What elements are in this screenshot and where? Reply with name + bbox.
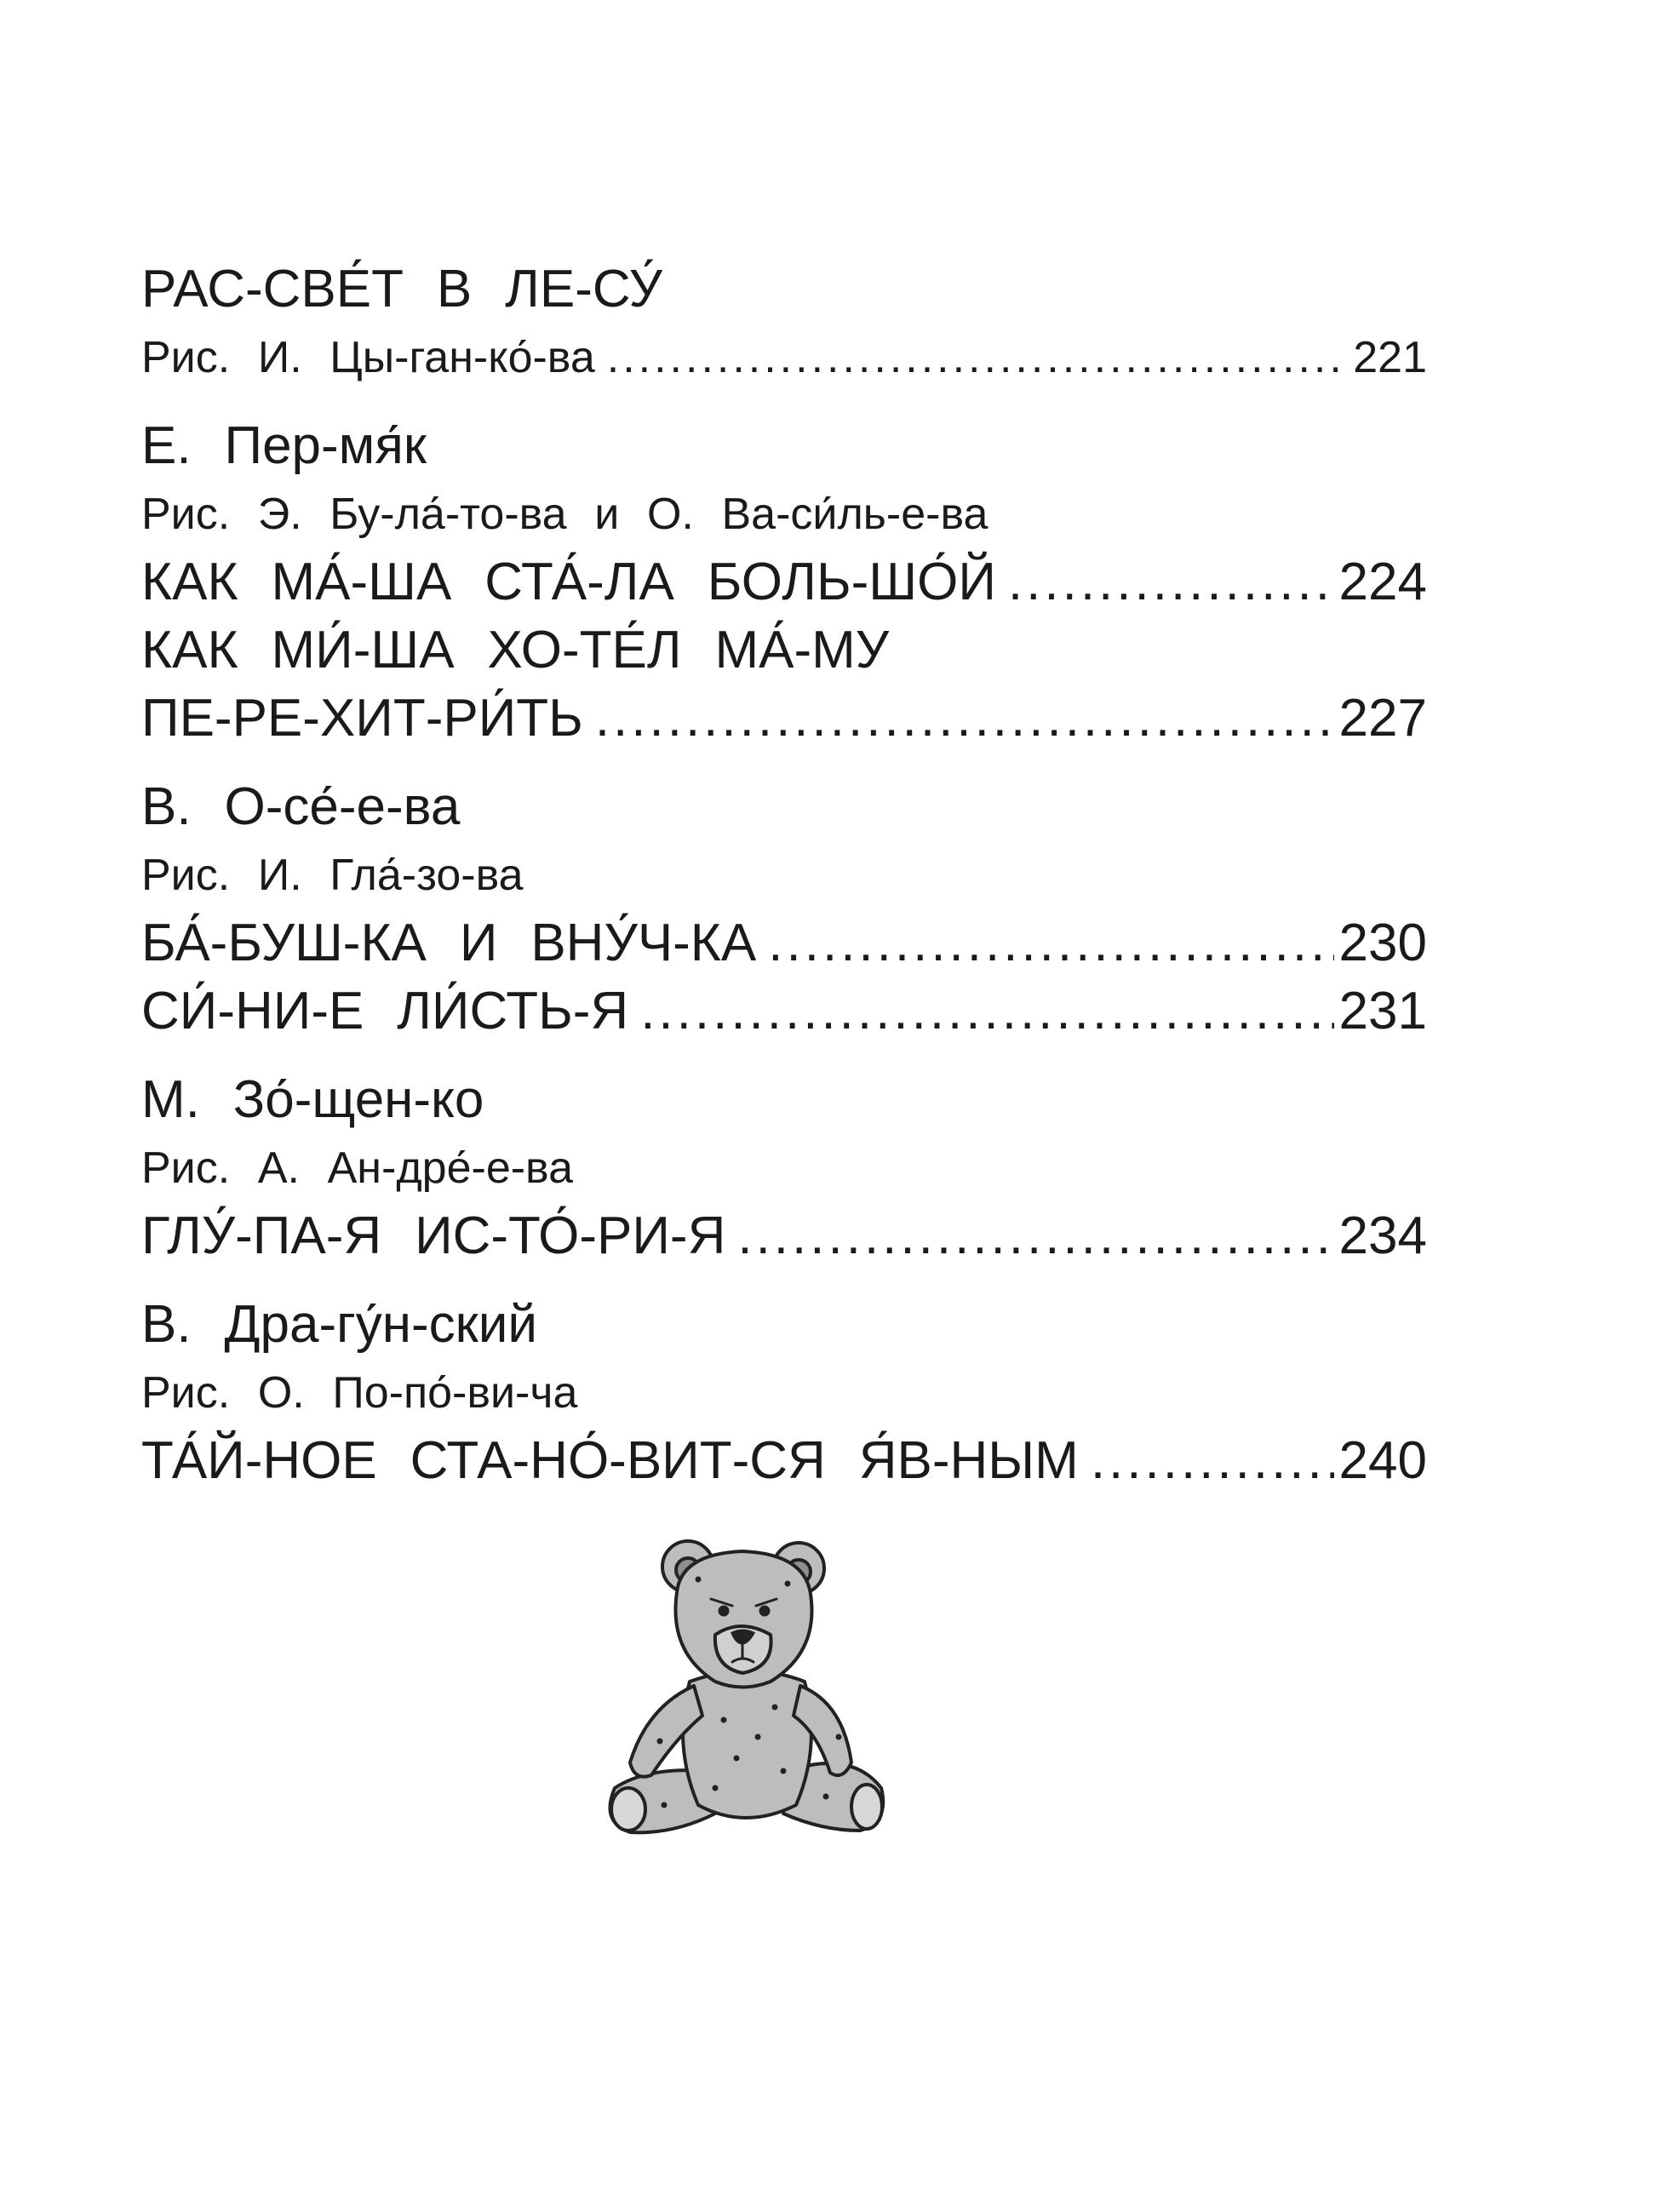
page-number: 227 (1338, 689, 1427, 748)
toc-entry[interactable] (141, 548, 1427, 616)
story-title: СИ́-НИ-Е ЛИ́СТЬ-Я (141, 982, 629, 1040)
page-number: 221 (1353, 333, 1427, 382)
author-label: В. Дра-гу́н-ский (141, 1295, 537, 1354)
author-label: В. О-се́-е-ва (141, 777, 461, 836)
leader-dots (1008, 548, 1334, 616)
leader-dots (1091, 1427, 1334, 1495)
toc-entry[interactable] (141, 1202, 1427, 1270)
toc-entry-continued[interactable] (141, 616, 1427, 685)
illustrator-credit: Рис. О. По-по́-ви-ча (141, 1368, 578, 1418)
author-name (141, 1066, 1427, 1134)
story-title: БА́-БУШ-КА И ВНУ́Ч-КА (141, 914, 757, 972)
page-number: 234 (1338, 1206, 1427, 1265)
story-title: РАС-СВЕ́Т В ЛЕ-СУ́ (141, 260, 662, 318)
toc-entry[interactable] (141, 685, 1427, 753)
leader-dots (640, 977, 1333, 1046)
author-name (141, 773, 1427, 841)
author-name (141, 1291, 1427, 1359)
page-number: 231 (1338, 982, 1427, 1040)
teddy-bear-drawing (596, 1533, 894, 1856)
story-title: ГЛУ́-ПА-Я ИС-ТО́-РИ-Я (141, 1206, 726, 1265)
table-of-contents (141, 255, 1427, 1495)
author-label: Е. Пер-мя́к (141, 416, 427, 475)
toc-story-title (141, 255, 1427, 324)
leader-dots (595, 685, 1334, 753)
leader-dots (768, 909, 1333, 977)
toc-entry[interactable] (141, 1427, 1427, 1495)
illustrator-credit: Рис. И. Цы-ган-ко́-ва (141, 333, 595, 382)
page-number: 240 (1338, 1431, 1427, 1490)
story-title-line2: ПЕ-РЕ-ХИТ-РИ́ТЬ (141, 689, 583, 748)
leader-dots (737, 1202, 1333, 1270)
illustrator-line (141, 1359, 1427, 1427)
page-number: 230 (1338, 914, 1427, 972)
author-label: М. Зо́-щен-ко (141, 1070, 484, 1129)
story-title: КАК МА́-ША СТА́-ЛА БОЛЬ-ШО́Й (141, 553, 996, 611)
leader-dots (607, 324, 1348, 392)
toc-entry[interactable] (141, 909, 1427, 977)
illustrator-credit: Рис. А. Ан-дре́-е-ва (141, 1143, 574, 1193)
story-title: ТА́Й-НОЕ СТА-НО́-ВИТ-СЯ Я́В-НЫМ (141, 1431, 1079, 1490)
teddy-bear-icon (596, 1533, 894, 1856)
illustrator-line (141, 1134, 1427, 1202)
toc-entry[interactable] (141, 324, 1427, 392)
illustrator-credit: Рис. Э. Бу-ла́-то-ва и О. Ва-си́ль-е-ва (141, 490, 988, 539)
illustrator-line (141, 841, 1427, 909)
author-name (141, 412, 1427, 480)
toc-entry[interactable] (141, 977, 1427, 1046)
story-title-line1: КАК МИ́-ША ХО-ТЕ́Л МА́-МУ (141, 621, 890, 679)
page-number: 224 (1338, 553, 1427, 611)
illustrator-line (141, 480, 1427, 548)
illustrator-credit: Рис. И. Гла́-зо-ва (141, 851, 524, 900)
